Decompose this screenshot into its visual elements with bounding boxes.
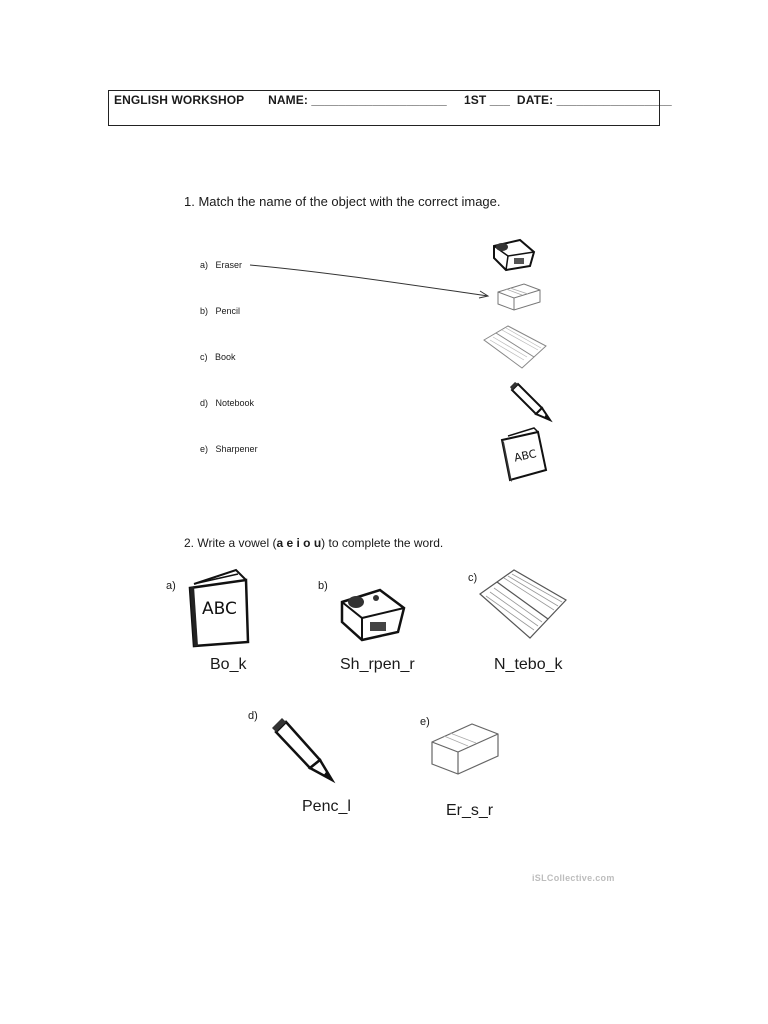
item-letter: c) xyxy=(200,352,208,362)
list-item xyxy=(200,260,242,270)
fill-in-word: Er_s_r xyxy=(446,802,494,819)
item-label: Book xyxy=(215,352,236,362)
item-letter: d) xyxy=(200,398,209,408)
item-letter: e) xyxy=(420,716,430,728)
header-text: ENGLISH WORKSHOP NAME: ____________________ 1ST ___ DATE: _________________ xyxy=(114,93,672,107)
list-item xyxy=(200,306,240,316)
eraser-icon xyxy=(494,280,544,314)
item-label: Notebook xyxy=(215,398,255,408)
exercise1-instruction: 1. Match the name of the object with the correct image. xyxy=(184,194,501,209)
item-letter: b) xyxy=(318,580,328,592)
fill-in-word: Sh_rpen_r xyxy=(340,656,415,673)
item-label: Sharpener xyxy=(215,444,258,454)
instruction-vowels: a e i o u xyxy=(276,536,322,550)
item-letter: a) xyxy=(200,260,209,270)
list-item xyxy=(200,398,254,408)
notebook-icon xyxy=(482,322,548,372)
list-item xyxy=(200,444,258,454)
fill-in-word: Penc_l xyxy=(302,798,351,815)
item-label: Eraser xyxy=(215,260,243,270)
instruction-prefix: 2. Write a vowel ( xyxy=(184,536,277,550)
item-letter: b) xyxy=(200,306,209,316)
book-icon xyxy=(186,566,258,648)
item-letter: c) xyxy=(468,572,478,584)
sharpener-icon xyxy=(490,236,540,272)
item-letter: a) xyxy=(166,580,176,592)
book-icon xyxy=(498,426,552,484)
book-cover-text: ABC xyxy=(202,599,237,619)
list-item xyxy=(200,352,236,362)
watermark: iSLCollective.com xyxy=(532,873,615,883)
item-letter: e) xyxy=(200,444,209,454)
eraser-icon xyxy=(428,716,502,780)
item-letter: d) xyxy=(248,710,258,722)
fill-in-word: Bo_k xyxy=(210,656,247,673)
item-label: Pencil xyxy=(215,306,241,316)
exercise2-instruction xyxy=(184,536,443,550)
book-cover-text: ABC xyxy=(512,447,538,465)
match-arrow xyxy=(248,262,493,302)
pencil-icon xyxy=(270,716,336,782)
sharpener-icon xyxy=(336,584,410,644)
notebook-icon xyxy=(478,566,568,642)
fill-in-word: N_tebo_k xyxy=(494,656,563,673)
instruction-suffix: ) to complete the word. xyxy=(321,536,444,550)
pencil-icon xyxy=(508,380,554,424)
